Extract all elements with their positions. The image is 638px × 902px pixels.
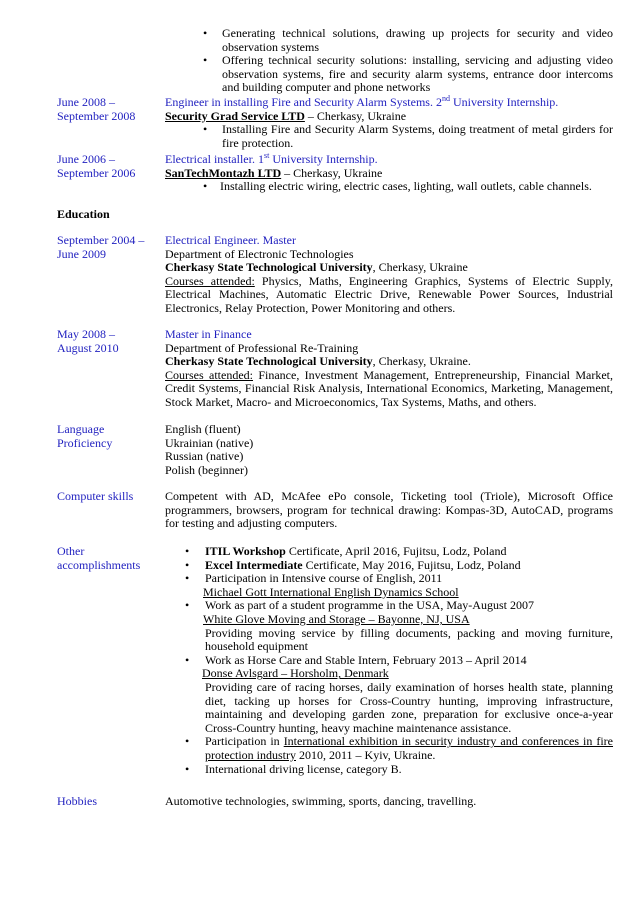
job-description: Providing moving service by filling documents, packing and moving furniture, household equipment (205, 625, 613, 654)
list-item: • Work as part of a student programme in the USA, May-August 2007 (165, 599, 613, 613)
list-item: • Installing Fire and Security Alarm Systems, doing treatment of metal girders for fire protection. (165, 123, 613, 150)
courses: Courses attended: Finance, Investment Management, Entrepreneurship, Financial Market, Credit Systems, Financial Risk Analysis, International Economics, Marketing, Management, Stock Market, Macro- and Microeconomics, Tax Systems, Maths, and others. (165, 367, 613, 409)
job-title: Engineer in installing Fire and Security Alarm Systems. 2nd University Internship. (165, 94, 559, 109)
list-item: • Offering technical security solutions: installing, servicing and adjusting video observation systems, fire and security alarm systems, entrance door intercoms and building computer and phone networks (165, 54, 613, 95)
degree-title: Master in Finance (165, 327, 252, 341)
list-item: • Excel Intermediate Certificate, May 2016, Fujitsu, Lodz, Poland (165, 559, 613, 573)
experience-continued-bullets (165, 27, 613, 95)
education-dates: September 2004 – June 2009 (57, 233, 145, 261)
job-description: Providing care of racing horses, daily examination of horses health state, planning diet, tacking up horses for Cross-Country hunting, improving infrastructure, maintaining and developing garden zone, preparation for exclusive once-a-year Cross-Country hunting, heavy machine maintenance assistance. (205, 679, 613, 735)
school-name: Michael Gott International English Dynamics School (203, 584, 459, 599)
list-item: • Generating technical solutions, drawing up projects for security and video observation systems (165, 27, 613, 54)
hobbies-text: Automotive technologies, swimming, sports, dancing, travelling. (165, 794, 477, 808)
section-label-language: Language Proficiency (57, 422, 113, 450)
list-item: • ITIL Workshop Certificate, April 2016, Fujitsu, Lodz, Poland (165, 545, 613, 559)
section-label-other: Other accomplishments (57, 544, 141, 572)
job-entry (165, 96, 613, 150)
list-item: • International driving license, category B. (165, 763, 613, 777)
job-title: Electrical installer. 1st University Internship. (165, 151, 378, 166)
job-company: SanTechMontazh LTD – Cherkasy, Ukraine (165, 165, 383, 180)
section-label-computer-skills: Computer skills (57, 489, 134, 503)
list-item: • Work as Horse Care and Stable Intern, February 2013 – April 2014 (165, 654, 613, 668)
university: Cherkasy State Technological University, Cherkasy, Ukraine (165, 260, 468, 275)
courses: Courses attended: Physics, Maths, Engineering Graphics, Systems of Electric Supply, Electrical Machines, Automatic Electric Drive, Renewable Power Sources, Industrial Electronics, Relay Protection, Power Monitoring and others. (165, 273, 613, 315)
job-dates: June 2006 – September 2006 (57, 152, 136, 180)
job-company: Security Grad Service LTD – Cherkasy, Ukraine (165, 108, 407, 123)
degree-title: Electrical Engineer. Master (165, 233, 296, 247)
language-item: Polish (beginner) (165, 462, 248, 477)
language-item: English (fluent) (165, 422, 241, 436)
education-entry (165, 328, 613, 410)
language-list (165, 423, 613, 477)
university: Cherkasy State Technological University, Cherkasy, Ukraine. (165, 354, 471, 369)
language-item: Ukrainian (native) (165, 435, 254, 450)
department: Department of Electronic Technologies (165, 246, 354, 261)
job-entry (165, 153, 613, 194)
list-item: • Installing electric wiring, electric cases, lighting, wall outlets, cable channels. (165, 180, 613, 194)
language-item: Russian (native) (165, 449, 244, 464)
section-label-hobbies: Hobbies (57, 794, 97, 808)
list-item: • Participation in Intensive course of English, 2011 (165, 572, 613, 586)
education-entry (165, 234, 613, 316)
employer-name: White Glove Moving and Storage – Bayonne, NJ, USA (203, 611, 470, 626)
department: Department of Professional Re-Training (165, 340, 359, 355)
employer-name: Donse Avlsgard – Horsholm, Denmark (202, 666, 389, 681)
computer-skills-text: Competent with AD, McAfee ePo console, Ticketing tool (Triole), Microsoft Office programmers, browsers, program for technical drawing: Kompas-3D, AutoCAD, programs for testing and adjusting computers. (165, 489, 613, 531)
education-dates: May 2008 – August 2010 (57, 327, 119, 355)
accomplishments-list (165, 545, 613, 776)
job-dates: June 2008 – September 2008 (57, 95, 136, 123)
section-heading-education: Education (57, 207, 110, 221)
list-item: • Participation in International exhibition in security industry and conferences in fire protection industry 2010, 2011 – Kyiv, Ukraine. (165, 735, 613, 762)
